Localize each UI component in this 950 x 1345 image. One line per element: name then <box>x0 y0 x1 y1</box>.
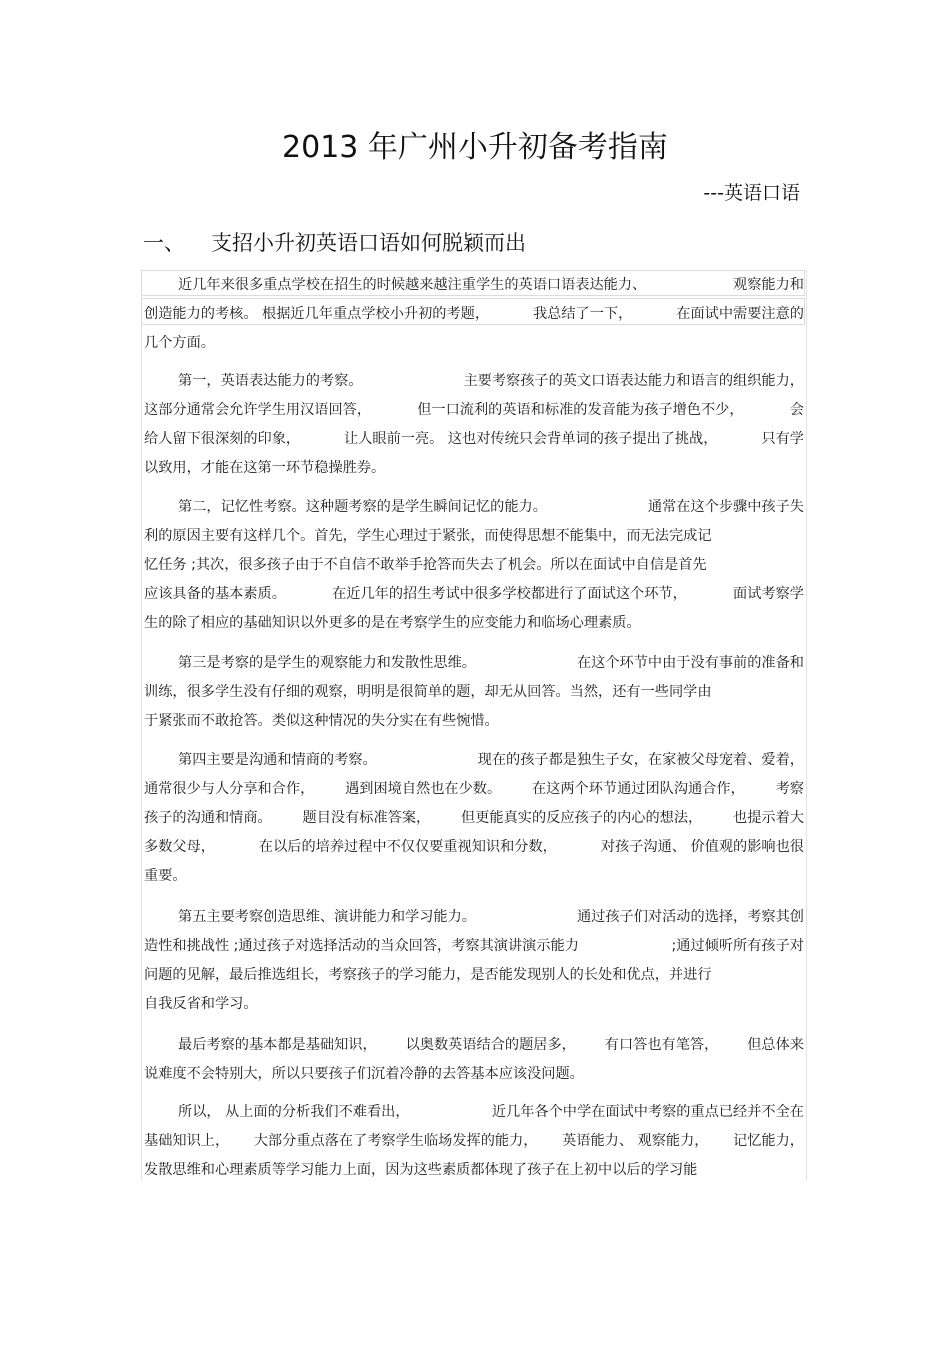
text-line <box>144 454 804 483</box>
text-segment: 记忆能力， <box>733 1133 804 1149</box>
text-line <box>144 551 804 580</box>
text-segment: 创造能力的考核。 根据近几年重点学校小升初的考题， <box>144 306 490 322</box>
paragraph <box>144 493 804 638</box>
text-line <box>144 678 804 707</box>
paragraph <box>144 367 804 483</box>
text-line <box>144 649 804 678</box>
text-segment: 第四主要是沟通和情商的考察。 <box>178 752 377 768</box>
text-segment: 第三是考察的是学生的观察能力和发散性思维。 <box>178 655 476 671</box>
paragraph <box>144 1031 804 1089</box>
text-line <box>144 1060 804 1089</box>
text-line <box>144 425 804 454</box>
paragraph <box>144 903 804 1019</box>
text-segment: 给人留下很深刻的印象， <box>144 431 301 447</box>
text-line <box>144 990 804 1019</box>
text-segment: 造性和挑战性 ;通过孩子对选择活动的当众回答，考察其演讲演示能力 <box>144 938 579 954</box>
section-heading <box>143 228 526 258</box>
text-line <box>144 1156 804 1185</box>
text-line <box>144 396 804 425</box>
text-line <box>144 1127 804 1156</box>
text-line <box>144 1031 804 1060</box>
text-line <box>144 804 804 833</box>
page-title: 2013 年广州小升初备考指南 <box>282 130 668 165</box>
text-segment: 也提示着大 <box>733 810 804 826</box>
text-segment: 大部分重点落在了考察学生临场发挥的能力， <box>253 1133 538 1149</box>
text-segment: 在近几年的招生考试中很多学校都进行了面试这个环节， <box>332 586 687 602</box>
text-line <box>144 833 804 862</box>
text-segment: 于紧张而不敢抢答。类似这种情况的失分实在有些惋惜。 <box>144 713 499 729</box>
text-segment: 我总结了一下， <box>532 306 633 322</box>
section-number: 一、 <box>143 231 185 255</box>
text-line <box>144 300 804 329</box>
text-line <box>144 522 804 551</box>
text-line <box>144 903 804 932</box>
text-segment: 通常很少与人分享和合作， <box>144 781 315 797</box>
text-segment: 在面试中需要注意的 <box>676 306 804 322</box>
text-segment: 最后考察的基本都是基础知识， <box>178 1037 377 1053</box>
text-segment: 遇到困境自然也在少数。 <box>345 781 502 797</box>
paragraph <box>144 271 804 358</box>
text-segment: 会 <box>789 402 804 418</box>
section-heading-text: 支招小升初英语口语如何脱颖而出 <box>211 231 526 255</box>
text-segment: 忆任务 ;其次，很多孩子由于不自信不敢举手抢答而失去了机会。所以在面试中自信是首先 <box>144 557 707 573</box>
text-line <box>144 775 804 804</box>
text-line <box>144 1098 804 1127</box>
text-segment: 主要考察孩子的英文口语表达能力和语言的组织能力， <box>463 373 804 389</box>
text-line <box>144 961 804 990</box>
text-segment: 发散思维和心理素质等学习能力上面，因为这些素质都体现了孩子在上初中以后的学习能 <box>144 1162 698 1178</box>
text-segment: 但更能真实的反应孩子的内心的想法， <box>461 810 703 826</box>
text-segment: 问题的见解，最后推选组长，考察孩子的学习能力，是否能发现别人的长处和优点，并进行 <box>144 967 712 983</box>
text-segment: 但总体来 <box>747 1037 804 1053</box>
text-segment: 在这个环节中由于没有事前的准备和 <box>576 655 804 671</box>
text-segment: 英语能力、 观察能力， <box>562 1133 709 1149</box>
text-line <box>144 367 804 396</box>
text-line <box>144 862 804 891</box>
text-segment: 生的除了相应的基础知识以外更多的是在考察学生的应变能力和临场心理素质。 <box>144 615 641 631</box>
text-segment: 第五主要考察创造思维、演讲能力和学习能力。 <box>178 909 476 925</box>
text-segment: 重要。 <box>144 868 187 884</box>
paragraph <box>144 746 804 891</box>
text-segment: 利的原因主要有这样几个。首先，学生心理过于紧张，而使得思想不能集中，而无法完成记 <box>144 528 712 544</box>
text-segment: 在以后的培养过程中不仅仅要重视知识和分数， <box>258 839 557 855</box>
text-line <box>144 271 804 300</box>
text-segment: 在这两个环节通过团队沟通合作， <box>531 781 745 797</box>
text-line <box>144 493 804 522</box>
text-line <box>144 329 804 358</box>
text-segment: 第一，英语表达能力的考察。 <box>178 373 363 389</box>
text-segment: 近几年各个中学在面试中考察的重点已经并不全在 <box>491 1104 804 1120</box>
text-segment: 考察 <box>775 781 804 797</box>
text-segment: 通过孩子们对活动的选择，考察其创 <box>576 909 804 925</box>
text-line <box>144 746 804 775</box>
page-subtitle: ---英语口语 <box>703 182 800 204</box>
text-segment: 这部分通常会允许学生用汉语回答， <box>144 402 372 418</box>
text-segment: ;通过倾听所有孩子对 <box>671 938 804 954</box>
text-segment: 有口答也有笔答， <box>604 1037 719 1053</box>
text-line <box>144 932 804 961</box>
text-segment: 第二，记忆性考察。这种题考察的是学生瞬间记忆的能力。 <box>178 499 547 515</box>
text-segment: 训练，很多学生没有仔细的观察，明明是很简单的题，却无从回答。当然，还有一些同学由 <box>144 684 712 700</box>
text-segment: 让人眼前一亮。 这也对传统只会背单词的孩子提出了挑战， <box>344 431 718 447</box>
text-segment: 但一口流利的英语和标准的发音能为孩子增色不少， <box>417 402 744 418</box>
text-segment: 几个方面。 <box>144 335 215 351</box>
text-segment: 所以， 从上面的分析我们不难看出， <box>178 1104 410 1120</box>
text-segment: 题目没有标准答案， <box>302 810 431 826</box>
text-line <box>144 580 804 609</box>
text-segment: 以奥数英语结合的题居多， <box>405 1037 576 1053</box>
text-segment: 近几年来很多重点学校在招生的时候越来越注重学生的英语口语表达能力、 <box>178 277 647 293</box>
text-segment: 面试考察学 <box>733 586 804 602</box>
text-segment: 说难度不会特别大，所以只要孩子们沉着冷静的去答基本应该没问题。 <box>144 1066 584 1082</box>
text-segment: 基础知识上， <box>144 1133 230 1149</box>
text-line <box>144 609 804 638</box>
text-segment: 对孩子沟通、 价值观的影响也很 <box>600 839 804 855</box>
paragraph <box>144 649 804 736</box>
text-segment: 孩子的沟通和情商。 <box>144 810 272 826</box>
text-segment: 现在的孩子都是独生子女，在家被父母宠着、爱着， <box>477 752 804 768</box>
text-line <box>144 707 804 736</box>
text-segment: 以致用，才能在这第一环节稳操胜券。 <box>144 460 386 476</box>
text-segment: 只有学 <box>761 431 804 447</box>
text-segment: 观察能力和 <box>733 277 804 293</box>
text-segment: 应该具备的基本素质。 <box>144 586 286 602</box>
text-segment: 通常在这个步骤中孩子失 <box>647 499 804 515</box>
paragraph <box>144 1098 804 1185</box>
text-segment: 多数父母， <box>144 839 215 855</box>
text-segment: 自我反省和学习。 <box>144 996 258 1012</box>
